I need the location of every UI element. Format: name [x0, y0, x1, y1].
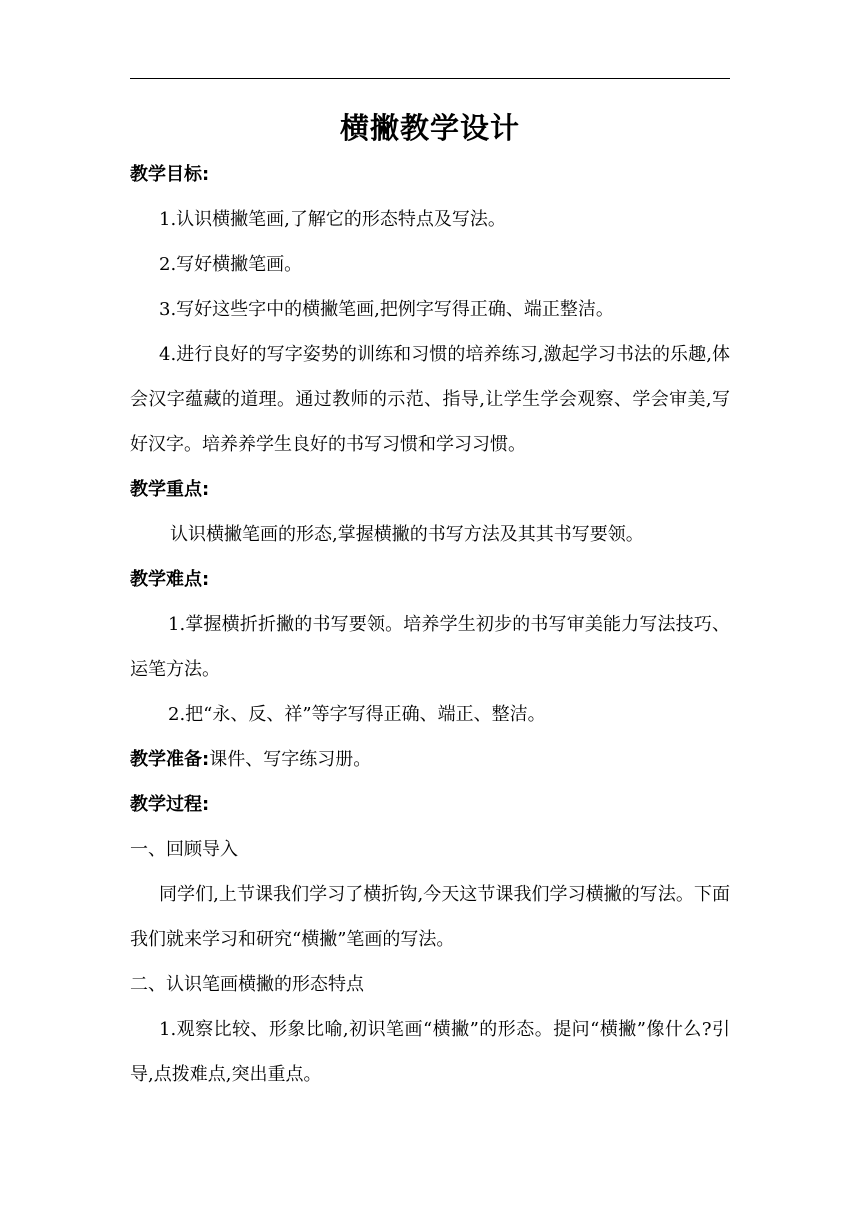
objective-item-4: 4.进行良好的写字姿势的训练和习惯的培养练习,激起学习书法的乐趣,体会汉字蕴藏的道理。通过教师的示范、指导,让学生学会观察、学会审美,写好汉字。培养养学生良好的书写习惯和学习习惯。: [130, 344, 730, 455]
document-body: [130, 152, 730, 1097]
header-rule: [130, 78, 730, 79]
document-title: 横撇教学设计: [339, 111, 520, 145]
objectives-heading: 教学目标:: [130, 164, 210, 185]
section-2-text: 1.观察比较、形象比喻,初识笔画“横撇”的形态。提问“横撇”像什么?引导,点拨难点,突出重点。: [130, 1019, 730, 1085]
difficulty-item-1: 1.掌握横折折撇的书写要领。培养学生初步的书写审美能力写法技巧、运笔方法。: [130, 614, 730, 680]
key-points-heading: 教学重点:: [130, 479, 210, 500]
process-heading: 教学过程:: [130, 794, 210, 815]
difficulties-heading: 教学难点:: [130, 569, 210, 590]
objective-item-3: 3.写好这些字中的横撇笔画,把例字写得正确、端正整洁。: [159, 299, 614, 320]
section-2-title: 二、认识笔画横撇的形态特点: [130, 974, 364, 995]
preparation-line: [130, 737, 730, 782]
key-points-text: 认识横撇笔画的形态,掌握横撇的书写方法及其其书写要领。: [170, 524, 644, 545]
section-1-title: 一、回顾导入: [130, 839, 238, 860]
difficulty-item-2: 2.把“永、反、祥”等字写得正确、端正、整洁。: [168, 704, 546, 725]
section-1-text: 同学们,上节课我们学习了横折钩,今天这节课我们学习横撇的写法。下面我们就来学习和研究“横撇”笔画的写法。: [130, 884, 730, 950]
objective-item-2: 2.写好横撇笔画。: [159, 254, 303, 275]
objective-item-1: 1.认识横撇笔画,了解它的形态特点及写法。: [159, 209, 506, 230]
preparation-heading: 教学准备:: [130, 749, 210, 770]
preparation-text: 课件、写字练习册。: [209, 749, 372, 770]
